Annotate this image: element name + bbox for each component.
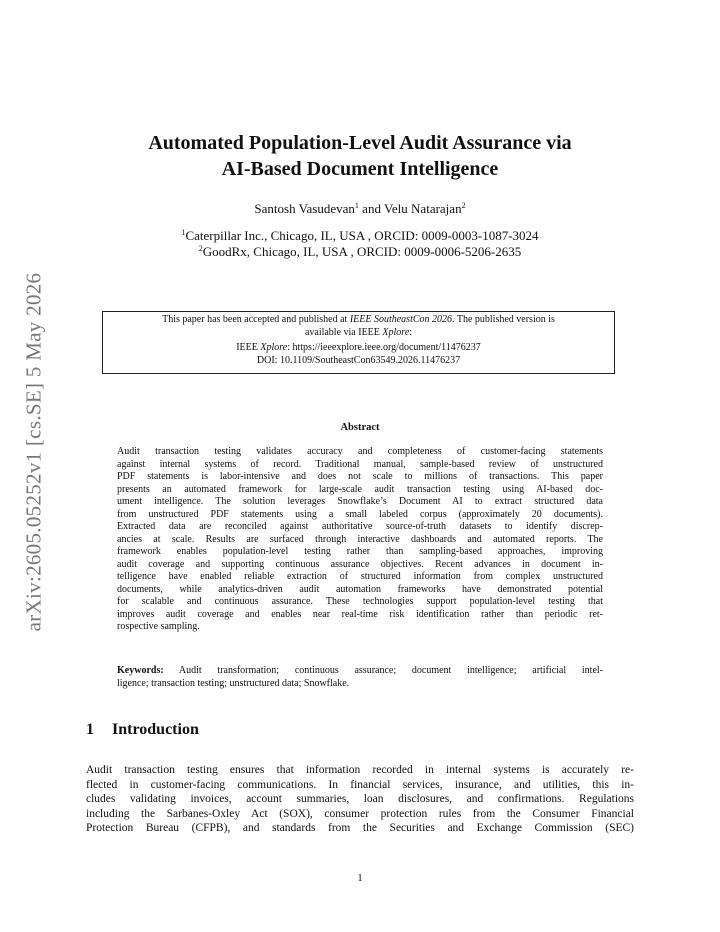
abstract-line: ument intelligence. The solution leverages Snowflake’s Document AI to extract structured data <box>117 496 603 507</box>
abstract-line: from unstructured PDF statements using a small labeled corpus (approximately 20 documents). <box>117 508 603 520</box>
author-1-affil-mark: 1 <box>354 201 359 210</box>
notice-text: available via IEEE <box>304 326 383 338</box>
notice-xplore: Xplore <box>382 326 410 338</box>
author-conjunction: and <box>358 201 384 216</box>
affiliation-2-mark: 2 <box>198 244 203 253</box>
section-number: 1 <box>86 721 94 738</box>
page-number: 1 <box>357 872 363 884</box>
author-2-affil-mark: 2 <box>461 201 466 210</box>
body-line: including the Sarbanes-Oxley Act (SOX), consumer protection rules from the Consumer Financial <box>86 807 634 820</box>
keywords-line-2: ligence; transaction testing; unstructured data; Snowflake. <box>117 677 350 689</box>
author-1: Santosh Vasudevan <box>254 201 355 216</box>
body-line: Audit transaction testing ensures that information recorded in internal systems is accurately re- <box>86 764 634 776</box>
body-line: Protection Bureau (CFPB), and standards from the Securities and Exchange Commission (SEC) <box>86 822 634 834</box>
affiliation-2 <box>90 244 630 260</box>
affiliation-1 <box>90 228 630 244</box>
notice-text: IEEE <box>236 342 261 353</box>
abstract-line: PDF statements is labor-intensive and does not scale to millions of transactions. This paper <box>117 471 603 482</box>
body-text <box>86 763 634 836</box>
abstract-line: Extracted data are reconciled against authoritative source-of-truth datasets to identify discrep- <box>117 521 603 532</box>
body-line: flected in customer-facing communications. In financial services, insurance, and utilities, this in- <box>86 778 634 791</box>
section-title: Introduction <box>112 721 199 738</box>
notice-venue: IEEE SoutheastCon 2026 <box>349 314 453 325</box>
notice-line-2 <box>107 327 610 340</box>
arxiv-identifier: arXiv:2605.05252v1 [cs.SE] 5 May 2026 <box>21 272 46 632</box>
keywords-block <box>117 665 603 690</box>
title-line-2: AI-Based Document Intelligence <box>221 158 499 180</box>
notice-text: This paper has been accepted and published at <box>162 314 350 325</box>
notice-text: : <box>409 326 413 338</box>
abstract-line: ancies at scale. Results are surfaced through interactive dashboards and automated reports. The <box>117 533 603 545</box>
paper-title <box>90 130 630 182</box>
notice-xplore: Xplore <box>260 342 288 353</box>
keywords-label: Keywords: <box>117 665 164 676</box>
author-2: Velu Natarajan <box>383 201 462 216</box>
affiliation-1-text: Caterpillar Inc., Chicago, IL, USA , ORCID: 0009-0003-1087-3024 <box>185 228 539 243</box>
abstract-line: telligence have enabled reliable extraction of structured information from complex unstructured <box>117 571 603 582</box>
abstract-heading: Abstract <box>340 422 380 433</box>
abstract-line: improves audit coverage and enables near real-time risk identification rather than periodic ret- <box>117 608 603 620</box>
publication-notice-box <box>102 311 615 374</box>
affiliation-2-text: GoodRx, Chicago, IL, USA , ORCID: 0009-0006-5206-2635 <box>202 244 522 259</box>
author-list <box>90 201 630 217</box>
title-line-1: Automated Population-Level Audit Assurance via <box>148 132 572 154</box>
notice-link-line <box>107 342 610 355</box>
body-line: cludes validating invoices, account summaries, loan disclosures, and confirmations. Regulations <box>86 793 634 805</box>
affiliations <box>90 228 630 260</box>
abstract-text <box>117 446 603 634</box>
abstract-line: presents an automated framework for large-scale audit transaction testing using AI-based doc- <box>117 483 603 495</box>
abstract-line: rospective sampling. <box>117 621 200 632</box>
notice-doi[interactable]: DOI: 10.1109/SoutheastCon63549.2026.11476237 <box>256 354 461 366</box>
abstract-line: audit coverage and supporting continuous assurance objectives. Recent advances in document in- <box>117 558 603 570</box>
abstract-line: for scalable and continuous assurance. These technologies support population-level testing that <box>117 596 603 607</box>
keywords-text: Audit transformation; continuous assurance; document intelligence; artificial intel- <box>163 665 603 676</box>
notice-line-1 <box>107 314 610 327</box>
abstract-line: framework enables population-level testing rather than sampling-based approaches, improving <box>117 546 603 557</box>
keywords-line-1 <box>117 665 603 678</box>
notice-text: . The published version is <box>452 314 555 325</box>
abstract-line: Audit transaction testing validates accuracy and completeness of customer-facing statements <box>117 446 603 457</box>
abstract-line: documents, while analytics-driven audit automation frameworks have demonstrated potential <box>117 583 603 595</box>
section-heading <box>86 721 199 739</box>
abstract-line: against internal systems of record. Traditional manual, sample-based review of unstructured <box>117 458 603 470</box>
affiliation-1-mark: 1 <box>181 228 186 237</box>
notice-url[interactable]: : https://ieeexplore.ieee.org/document/11476237 <box>287 342 481 353</box>
